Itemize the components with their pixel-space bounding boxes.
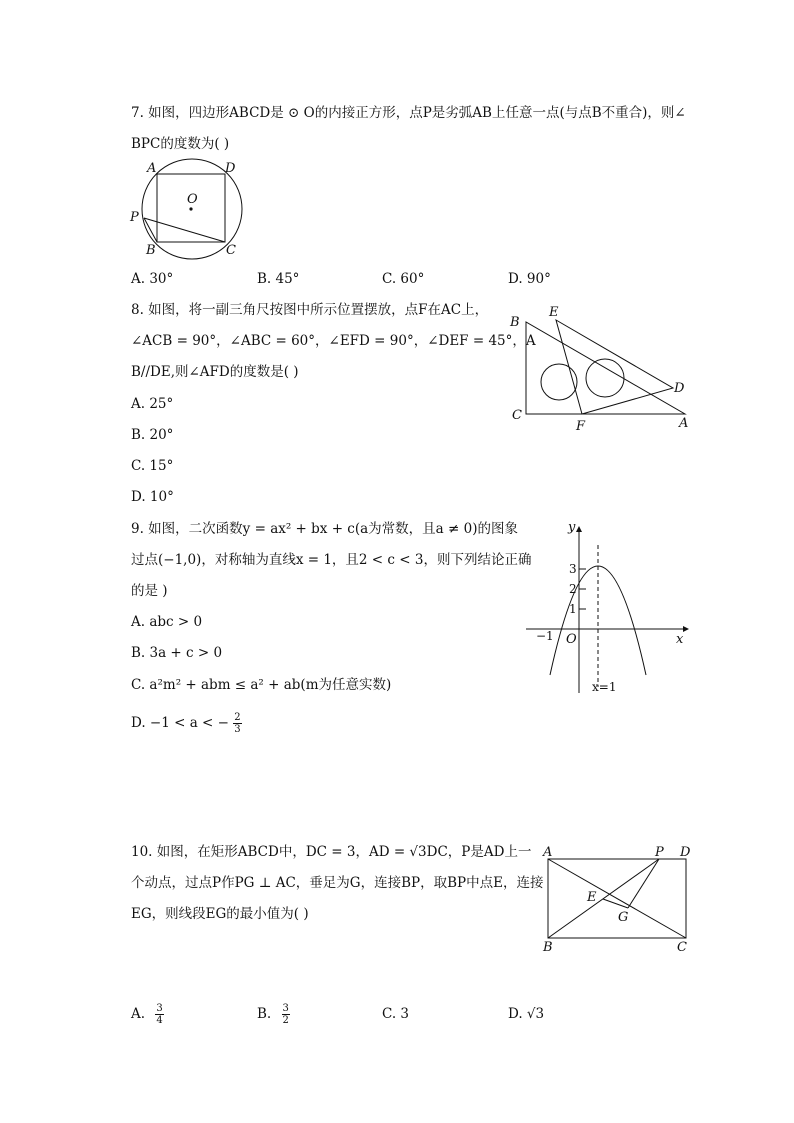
q10-choice-d: D. √3 [508, 1006, 545, 1022]
q10-stem-line3: EG，则线段EG的最小值为( ) [131, 906, 309, 922]
q8-label-e: E [549, 305, 559, 320]
q10-choice-a-den: 4 [156, 1015, 163, 1026]
q8-choice-d: D. 10° [131, 489, 174, 505]
q9-axis-x: x [676, 632, 684, 647]
q9-frac-num: 2 [234, 712, 241, 723]
q7-choice-a: A. 30° [131, 271, 174, 287]
q10-choice-a [131, 1003, 164, 1026]
q10-label-p: P [655, 845, 664, 860]
q7-label-c: C [226, 243, 236, 258]
q8-choice-b: B. 20° [131, 427, 174, 443]
q7-stem-line2: BPC的度数为( ) [131, 136, 230, 152]
q9-choice-c: C. a²m² + abm ≤ a² + ab(m为任意实数) [131, 677, 392, 693]
q9-stem-line3: 的是 ) [131, 583, 168, 599]
q9-tick-2: 2 [569, 582, 577, 596]
q10-label-b: B [543, 940, 553, 955]
q8-choice-c: C. 15° [131, 458, 174, 474]
q9-stem-line1: 9. 如图，二次函数y = ax² + bx + c(a为常数，且a ≠ 0)的图象 [131, 521, 518, 537]
q10-choice-b [257, 1003, 290, 1026]
q10-stem-line1: 10. 如图，在矩形ABCD中，DC = 3，AD = √3DC，P是AD上一 [131, 844, 532, 860]
q7-label-a: A [147, 161, 157, 176]
q8-figure-triangles [505, 300, 705, 435]
q7-choice-b: B. 45° [257, 271, 300, 287]
q8-label-c: C [512, 408, 522, 423]
q8-stem-line1: 8. 如图，将一副三角尺按图中所示位置摆放，点F在AC上， [131, 302, 489, 318]
q7-label-d: D [225, 161, 236, 176]
q10-stem-line2: 个动点，过点P作PG ⊥ AC，垂足为G，连接BP，取BP中点E，连接 [131, 875, 544, 891]
q7-label-b: B [146, 243, 156, 258]
q8-label-f: F [576, 419, 586, 434]
q10-figure-rectangle [540, 843, 700, 958]
q9-origin: O [566, 632, 577, 647]
q8-label-a: A [679, 416, 689, 431]
q9-choice-d-fraction [233, 712, 241, 735]
q10-label-g: G [618, 910, 629, 925]
q10-choice-b-label: B. [257, 1006, 272, 1022]
q7-figure-circle-square [130, 158, 250, 258]
q7-choice-c: C. 60° [382, 271, 425, 287]
q10-choice-b-fraction [282, 1003, 290, 1026]
q9-choice-d-text: D. −1 < a < − [131, 715, 229, 731]
q9-tick-3: 3 [569, 562, 577, 576]
q9-axis-y: y [568, 520, 576, 535]
q9-tick-neg1: −1 [536, 629, 554, 643]
q8-label-d: D [674, 381, 685, 396]
q7-label-o: O [187, 192, 198, 207]
q8-label-b: B [510, 315, 520, 330]
q8-choice-a: A. 25° [131, 396, 174, 412]
q9-choice-a: A. abc > 0 [131, 614, 203, 630]
q10-choice-b-num: 3 [282, 1003, 289, 1014]
q7-choice-d: D. 90° [508, 271, 551, 287]
q9-axis-label: x=1 [592, 680, 617, 694]
q9-choice-d [131, 712, 242, 735]
q10-choice-b-den: 2 [282, 1015, 289, 1026]
q10-label-c: C [677, 940, 687, 955]
q10-choice-c: C. 3 [382, 1006, 410, 1022]
q10-choice-a-fraction [155, 1003, 163, 1026]
q10-label-e: E [587, 890, 597, 905]
q10-label-d: D [680, 845, 691, 860]
q8-stem-line3: B//DE,则∠AFD的度数是( ) [131, 364, 299, 380]
q7-stem-line1: 7. 如图，四边形ABCD是 ⊙ O的内接正方形，点P是劣弧AB上任意一点(与点B不重合)，则∠ [131, 105, 686, 121]
q10-choice-a-num: 3 [156, 1003, 163, 1014]
q9-figure-parabola [520, 515, 695, 700]
q7-label-p: P [130, 210, 139, 225]
q10-label-a: A [543, 845, 553, 860]
q8-stem-line2: ∠ACB = 90°，∠ABC = 60°，∠EFD = 90°，∠DEF = 45°，A [131, 333, 536, 349]
q9-frac-den: 3 [234, 724, 241, 735]
q9-tick-1: 1 [569, 602, 577, 616]
q9-stem-line2: 过点(−1,0)，对称轴为直线x = 1，且2 < c < 3，则下列结论正确 [131, 552, 532, 568]
q9-choice-b: B. 3a + c > 0 [131, 645, 223, 661]
q10-choice-a-label: A. [131, 1006, 146, 1022]
